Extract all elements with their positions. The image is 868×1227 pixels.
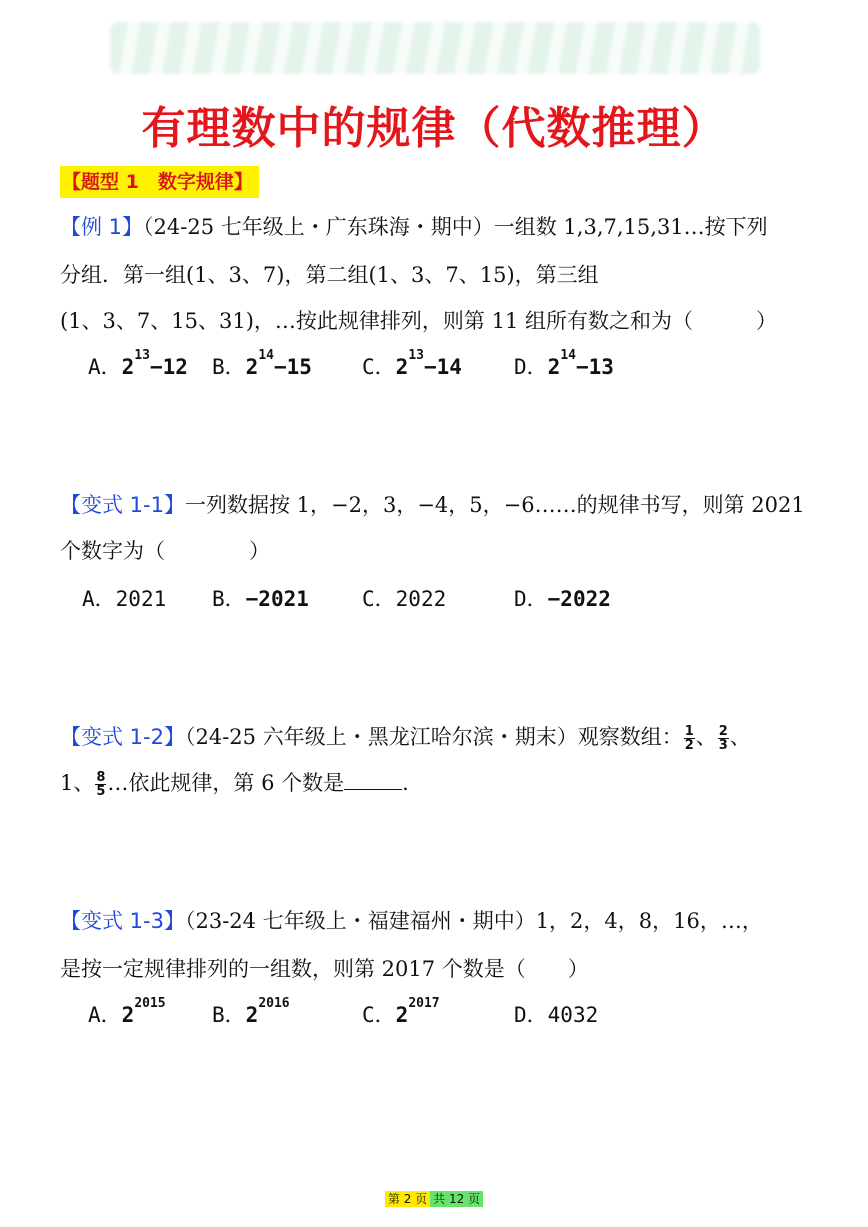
variant-1-1-line-2: 个数字为（ ） [60, 539, 270, 563]
fraction-2-3: $\frac{2}{3}$ [718, 724, 728, 753]
example-1-option-b: B．$2^{14}-15$ [212, 348, 312, 379]
variant-1-1-option-c: C．2022 [362, 587, 447, 611]
example-1-line-3: (1、3、7、15、31)，…按此规律排列，则第 11 组所有数之和为（ ） [60, 309, 777, 333]
variant-1-1-option-b: B．−2021 [212, 587, 309, 611]
fraction-8-5: $\frac{8}{5}$ [96, 770, 106, 799]
answer-blank[interactable] [344, 769, 402, 790]
variant-1-3-option-a: A．$2^{2015}$ [88, 996, 166, 1027]
variant-1-1-option-d: D．−2022 [514, 587, 611, 611]
variant-1-2-line-1: 【变式 1-2】（24-25 六年级上・黑龙江哈尔滨・期末）观察数组： $\frac{1}{2}$ 、 $\frac{2}{3}$ 、 [60, 724, 751, 753]
example-1-option-c: C．$2^{13}-14$ [362, 348, 462, 379]
variant-1-2-tag: 【变式 1-2】 [60, 725, 185, 749]
page-current: 第 2 页 [385, 1191, 430, 1207]
example-1-line-2: 分组．第一组(1、3、7)，第二组(1、3、7、15)，第三组 [60, 263, 599, 287]
watermark-banner [110, 22, 760, 74]
variant-1-3-option-b: B．$2^{2016}$ [212, 996, 290, 1027]
fraction-1-2: $\frac{1}{2}$ [684, 724, 694, 753]
variant-1-3-option-d: D．4032 [514, 1003, 599, 1027]
page-total: 共 12 页 [430, 1191, 483, 1207]
example-1-option-a: A．$2^{13}-12$ [88, 348, 188, 379]
variant-1-1-tag: 【变式 1-1】 [60, 493, 185, 517]
page-title: 有理数中的规律（代数推理） [141, 103, 727, 154]
example-1-option-d: D．$2^{14}-13$ [514, 348, 614, 379]
variant-1-3-tag: 【变式 1-3】 [60, 909, 185, 933]
variant-1-3-option-c: C．$2^{2017}$ [362, 996, 440, 1027]
variant-1-3-line-1: 【变式 1-3】（23-24 七年级上・福建福州・期中）1，2，4，8，16，…， [60, 909, 763, 933]
variant-1-1-option-a: A．2021 [82, 587, 167, 611]
variant-1-2-line-2: 1、 $\frac{8}{5}$ …依此规律，第 6 个数是 . [60, 770, 409, 799]
example-1-tag: 【例 1】 [60, 215, 144, 239]
variant-1-1-line-1: 【变式 1-1】一列数据按 1，−2，3，−4，5，−6……的规律书写，则第 2021 [60, 493, 805, 517]
section-heading: 【题型 1 数字规律】 [60, 166, 259, 198]
page-footer [0, 1190, 868, 1207]
variant-1-3-line-2: 是按一定规律排列的一组数，则第 2017 个数是（ ） [60, 957, 589, 981]
example-1-line-1: 【例 1】（24-25 七年级上・广东珠海・期中）一组数 1,3,7,15,31…按下列 [60, 215, 768, 239]
